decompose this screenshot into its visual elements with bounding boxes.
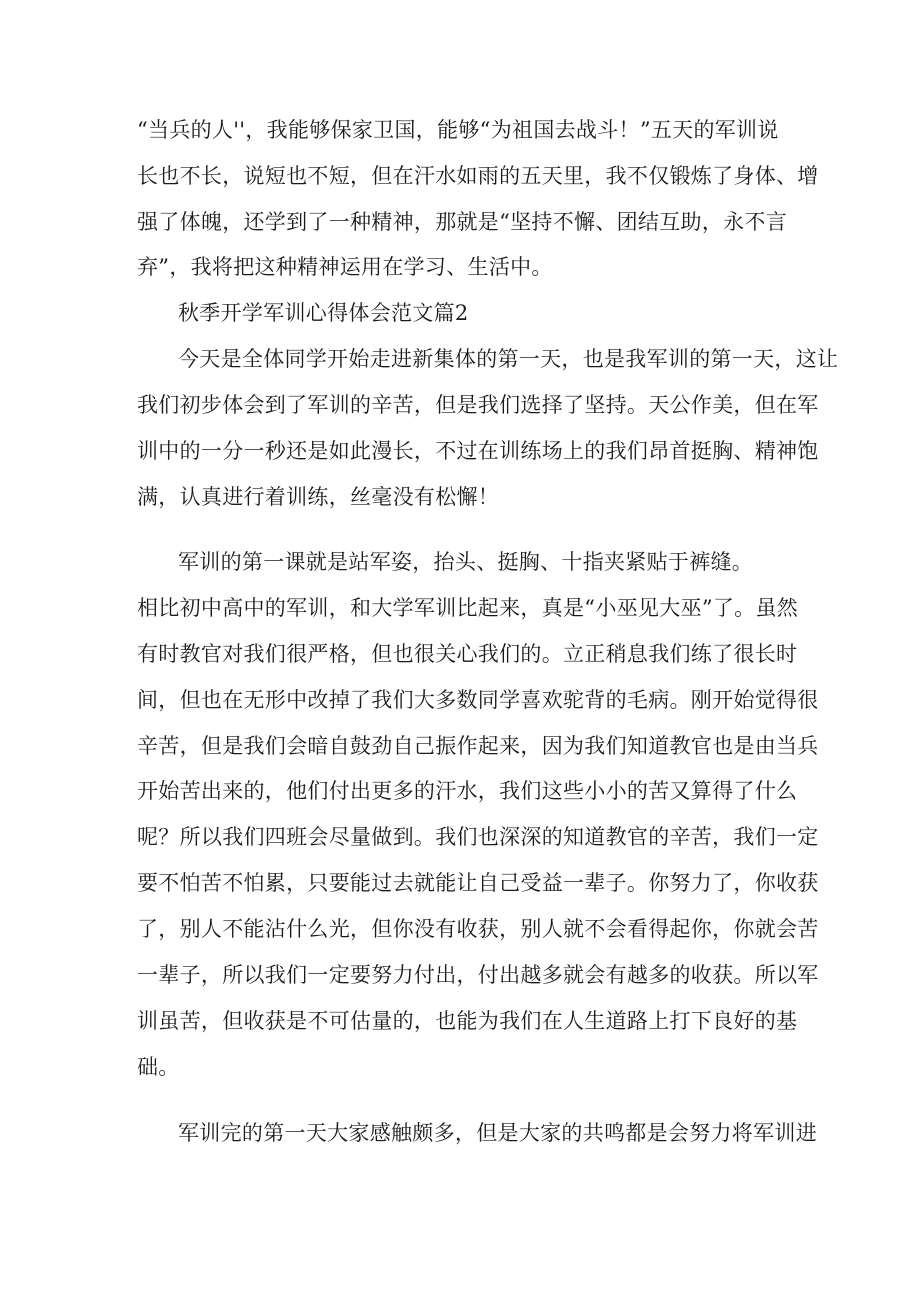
text-line: 今天是全体同学开始走进新集体的第一天，也是我军训的第一天，这让	[178, 347, 839, 371]
text-line: 相比初中高中的军训，和大学军训比起来，真是“小巫见大巫”了。虽然	[137, 596, 799, 620]
text-line: 长也不长，说短也不短，但在汗水如雨的五天里，我不仅锻炼了身体、增	[137, 164, 819, 188]
text-line: 弃”，我将把这种精神运用在学习、生活中。	[137, 255, 553, 279]
text-line: 开始苦出来的，他们付出更多的汗水，我们这些小小的苦又算得了什么	[137, 779, 798, 803]
text-line: 要不怕苦不怕累，只要能过去就能让自己受益一辈子。你努力了，你收获	[137, 871, 819, 895]
text-line: “当兵的人''，我能够保家卫国，能够“为祖国去战斗！”五天的军训说	[137, 118, 779, 142]
text-line: 础。	[137, 1055, 180, 1079]
section-heading: 秋季开学军训心得体会范文篇2	[178, 301, 469, 325]
text-line: 呢？所以我们四班会尽量做到。我们也深深的知道教官的辛苦，我们一定	[137, 825, 819, 849]
text-line: 训虽苦，但收获是不可估量的，也能为我们在人生道路上打下良好的基	[137, 1009, 798, 1033]
text-line: 训中的一分一秒还是如此漫长，不过在训练场上的我们昂首挺胸、精神饱	[137, 439, 819, 463]
text-line: 强了体魄，还学到了一种精神，那就是“坚持不懈、团结互助，永不言	[137, 210, 788, 234]
text-line: 辛苦，但是我们会暗自鼓劲自己振作起来，因为我们知道教官也是由当兵	[137, 734, 819, 758]
text-line: 我们初步体会到了军训的辛苦，但是我们选择了坚持。天公作美，但在军	[137, 393, 819, 417]
text-line: 了，别人不能沾什么光，但你没有收获，别人就不会看得起你，你就会苦	[137, 917, 819, 941]
text-line: 军训完的第一天大家感触颇多，但是大家的共鸣都是会努力将军训进	[178, 1121, 817, 1145]
text-line: 一辈子，所以我们一定要努力付出，付出越多就会有越多的收获。所以军	[137, 963, 819, 987]
text-line: 有时教官对我们很严格，但也很关心我们的。立正稍息我们练了很长时	[137, 642, 798, 666]
text-line: 满，认真进行着训练，丝毫没有松懈！	[137, 485, 500, 509]
text-line: 军训的第一课就是站军姿，抬头、挺胸、十指夹紧贴于裤缝。	[178, 550, 754, 574]
text-line: 间，但也在无形中改掉了我们大多数同学喜欢驼背的毛病。刚开始觉得很	[137, 688, 819, 712]
